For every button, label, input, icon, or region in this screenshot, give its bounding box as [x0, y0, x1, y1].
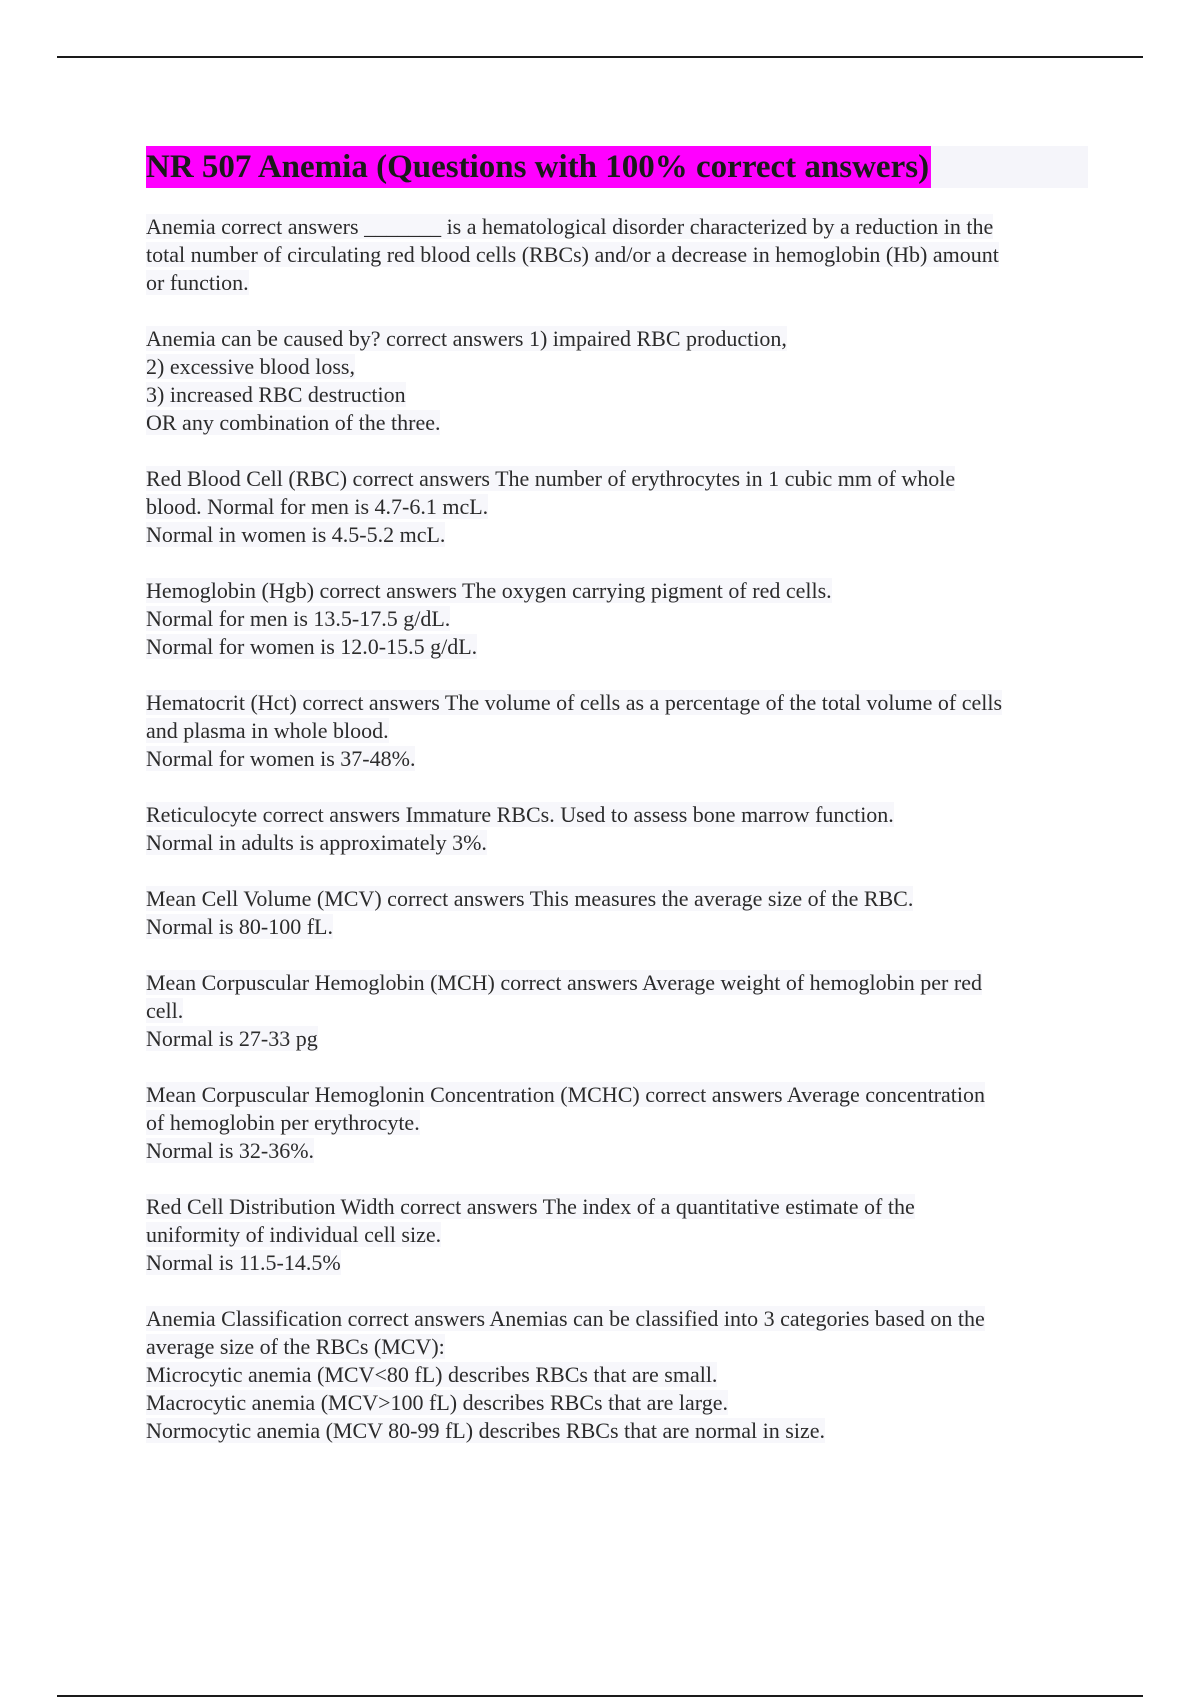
header-rule [57, 56, 1143, 58]
qa-line [146, 913, 1088, 941]
qa-line-text: average size of the RBCs (MCV): [146, 1334, 445, 1359]
qa-line [146, 1361, 1088, 1389]
qa-line-text: Normal is 32-36%. [146, 1138, 315, 1163]
qa-line [146, 717, 1088, 745]
qa-line-text: Normal for women is 37-48%. [146, 746, 416, 771]
qa-entry [146, 1305, 1088, 1445]
qa-line-text: uniformity of individual cell size. [146, 1222, 442, 1247]
qa-line [146, 1417, 1088, 1445]
qa-line [146, 1305, 1088, 1333]
document-title: NR 507 Anemia (Questions with 100% correct answers) [146, 146, 931, 188]
qa-line [146, 381, 1088, 409]
qa-line-text: Anemia correct answers _______ is a hematological disorder characterized by a reduction in the [146, 214, 994, 239]
qa-line [146, 269, 1088, 297]
qa-line-text: Mean Corpuscular Hemoglonin Concentration (MCHC) correct answers Average concentration [146, 1082, 985, 1107]
qa-entry [146, 577, 1088, 661]
qa-entry [146, 1081, 1088, 1165]
qa-line-text: Microcytic anemia (MCV<80 fL) describes RBCs that are small. [146, 1362, 718, 1387]
qa-line-text: Macrocytic anemia (MCV>100 fL) describes RBCs that are large. [146, 1390, 728, 1415]
qa-line-text: Anemia can be caused by? correct answers 1) impaired RBC production, [146, 326, 787, 351]
qa-line [146, 465, 1088, 493]
qa-line [146, 409, 1088, 437]
qa-line [146, 1109, 1088, 1137]
qa-line [146, 885, 1088, 913]
qa-line [146, 1333, 1088, 1361]
qa-line-text: Mean Cell Volume (MCV) correct answers This measures the average size of the RBC. [146, 886, 914, 911]
qa-line-text: and plasma in whole blood. [146, 718, 389, 743]
qa-line [146, 1221, 1088, 1249]
footer-rule [57, 1695, 1143, 1697]
qa-line [146, 801, 1088, 829]
qa-line-text: Normal is 11.5-14.5% [146, 1250, 341, 1275]
qa-line [146, 521, 1088, 549]
qa-line [146, 745, 1088, 773]
title-bar [146, 146, 1088, 188]
qa-entry [146, 325, 1088, 437]
qa-line-text: Hematocrit (Hct) correct answers The volume of cells as a percentage of the total volume of cells [146, 690, 1003, 715]
qa-line-text: blood. Normal for men is 4.7-6.1 mcL. [146, 494, 489, 519]
qa-line-text: Red Cell Distribution Width correct answers The index of a quantitative estimate of the [146, 1194, 915, 1219]
qa-line-text: Normal is 80-100 fL. [146, 914, 333, 939]
qa-line-text: Normal is 27-33 pg [146, 1026, 318, 1051]
qa-line-text: Hemoglobin (Hgb) correct answers The oxygen carrying pigment of red cells. [146, 578, 832, 603]
qa-line [146, 1025, 1088, 1053]
qa-line [146, 1081, 1088, 1109]
qa-line-text: total number of circulating red blood cells (RBCs) and/or a decrease in hemoglobin (Hb) amount [146, 242, 999, 267]
qa-line [146, 1193, 1088, 1221]
qa-line-text: of hemoglobin per erythrocyte. [146, 1110, 420, 1135]
qa-line-text: Normal in adults is approximately 3%. [146, 830, 487, 855]
qa-line-text: OR any combination of the three. [146, 410, 441, 435]
qa-line [146, 325, 1088, 353]
qa-list [146, 213, 1088, 1445]
qa-line [146, 213, 1088, 241]
qa-line [146, 997, 1088, 1025]
qa-entry [146, 969, 1088, 1053]
qa-line-text: Anemia Classification correct answers Anemias can be classified into 3 categories based on the [146, 1306, 985, 1331]
qa-line [146, 1249, 1088, 1277]
qa-line [146, 353, 1088, 381]
qa-entry [146, 689, 1088, 773]
qa-line [146, 577, 1088, 605]
qa-line [146, 605, 1088, 633]
qa-line-text: cell. [146, 998, 184, 1023]
qa-line [146, 829, 1088, 857]
qa-line [146, 1389, 1088, 1417]
qa-line [146, 969, 1088, 997]
qa-line [146, 493, 1088, 521]
qa-entry [146, 801, 1088, 857]
qa-line-text: Reticulocyte correct answers Immature RBCs. Used to assess bone marrow function. [146, 802, 894, 827]
qa-line-text: 2) excessive blood loss, [146, 354, 355, 379]
qa-line [146, 1137, 1088, 1165]
qa-line-text: Normal for women is 12.0-15.5 g/dL. [146, 634, 478, 659]
qa-line-text: Normocytic anemia (MCV 80-99 fL) describes RBCs that are normal in size. [146, 1418, 825, 1443]
qa-line-text: 3) increased RBC destruction [146, 382, 406, 407]
qa-line-text: Normal for men is 13.5-17.5 g/dL. [146, 606, 451, 631]
qa-entry [146, 1193, 1088, 1277]
qa-line-text: Red Blood Cell (RBC) correct answers The number of erythrocytes in 1 cubic mm of whole [146, 466, 956, 491]
qa-line [146, 241, 1088, 269]
qa-entry [146, 465, 1088, 549]
qa-line [146, 633, 1088, 661]
qa-line [146, 689, 1088, 717]
qa-entry [146, 885, 1088, 941]
qa-line-text: Mean Corpuscular Hemoglobin (MCH) correct answers Average weight of hemoglobin per red [146, 970, 982, 995]
qa-line-text: Normal in women is 4.5-5.2 mcL. [146, 522, 446, 547]
document-body [146, 146, 1088, 1473]
qa-line-text: or function. [146, 270, 249, 295]
qa-entry [146, 213, 1088, 297]
